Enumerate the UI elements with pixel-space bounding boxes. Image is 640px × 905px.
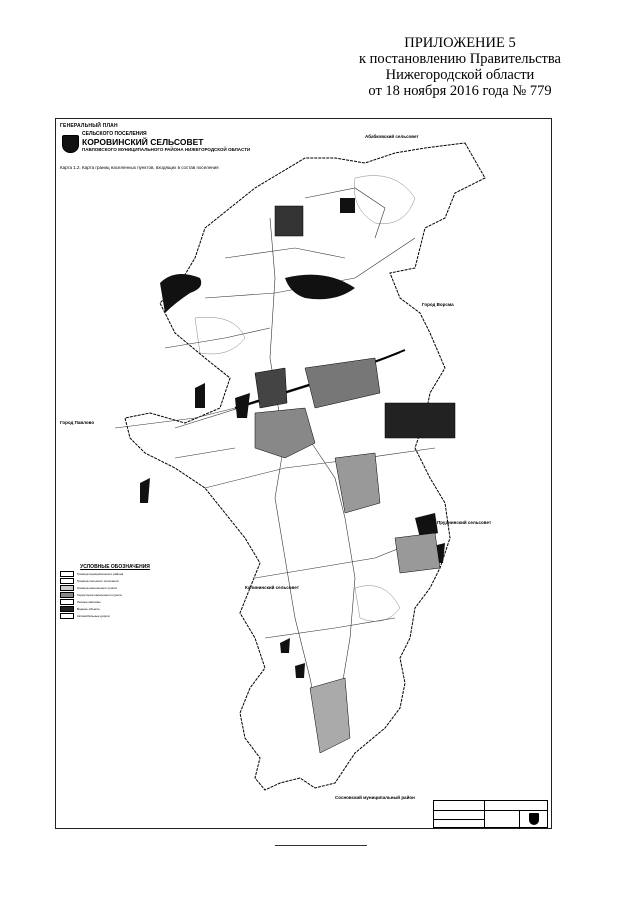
appendix-region: Нижегородской области [385, 67, 535, 83]
legend-item: Автомобильные дороги [60, 613, 170, 619]
appendix-reference: к постановлению Правительства [359, 51, 561, 67]
legend-title: УСЛОВНЫЕ ОБОЗНАЧЕНИЯ [80, 564, 150, 570]
legend-swatch [60, 571, 74, 577]
plan-title: ГЕНЕРАЛЬНЫЙ ПЛАН [60, 123, 118, 129]
legend-item: Граница муниципального района [60, 571, 170, 577]
document-header [330, 35, 590, 99]
title-block-stamp [433, 800, 548, 828]
label-east: Город Ворсма [422, 302, 454, 307]
legend-item: Граница населенного пункта [60, 585, 170, 591]
legend-item: Водные объекты [60, 606, 170, 612]
settlement-name: КОРОВИНСКИЙ СЕЛЬСОВЕТ [82, 137, 204, 147]
legend-swatch [60, 592, 74, 598]
label-south: Сосновский муниципальный район [335, 795, 415, 800]
divider-line [275, 845, 367, 846]
legend-swatch [60, 578, 74, 584]
legend-swatch [60, 606, 74, 612]
forest-areas [195, 176, 415, 622]
legend-swatch [60, 613, 74, 619]
legend-item: Граница сельского поселения [60, 578, 170, 584]
legend-item: Лесные массивы [60, 599, 170, 605]
map-legend [60, 564, 170, 619]
label-center-lower: Калининский сельсовет [245, 585, 299, 590]
settlements [255, 206, 455, 753]
settlement-boundary [125, 143, 485, 790]
label-east-lower: Пруднинский сельсовет [437, 520, 492, 525]
appendix-date: от 18 ноября 2016 года № 779 [368, 83, 552, 99]
label-west: Город Павлово [60, 420, 95, 425]
legend-swatch [60, 585, 74, 591]
settlement-type: СЕЛЬСКОГО ПОСЕЛЕНИЯ [82, 131, 147, 137]
appendix-title: ПРИЛОЖЕНИЕ 5 [404, 35, 516, 51]
legend-item: Территория населенного пункта [60, 592, 170, 598]
settlement-map [55, 118, 552, 829]
label-north: Абабковский сельсовет [365, 134, 419, 139]
district-name: ПАВЛОВСКОГО МУНИЦИПАЛЬНОГО РАЙОНА НИЖЕГОРОДСКОЙ ОБЛАСТИ [82, 147, 251, 152]
map-subtitle: Карта 1.2. Карта границ населенных пунктов, входящих в состав поселения [60, 165, 219, 170]
roads [115, 188, 435, 728]
emblem-icon [529, 813, 539, 825]
legend-swatch [60, 599, 74, 605]
